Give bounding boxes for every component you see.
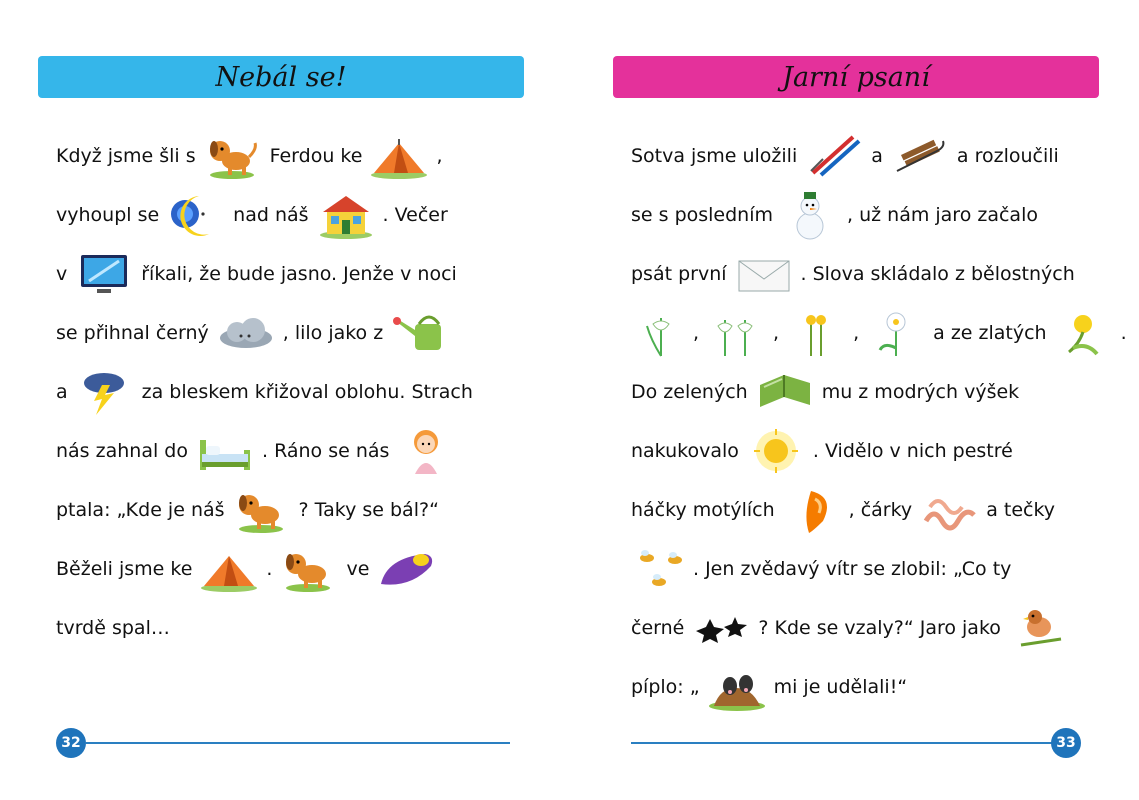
tent-icon (198, 544, 260, 594)
text-fragment: ptala: „Kde je náš (56, 499, 225, 521)
text-line (631, 539, 1011, 599)
text-fragment: tvrdě spal… (56, 617, 170, 639)
text-line (631, 421, 1013, 481)
footer-divider (86, 742, 510, 744)
text-line (56, 480, 439, 540)
bird-icon (1007, 603, 1069, 653)
text-fragment: a (56, 381, 68, 403)
daisy-icon (865, 308, 927, 358)
text-fragment: za bleskem křižoval oblohu. Strach (141, 381, 473, 403)
dog-icon (202, 131, 264, 181)
snowdrop-icon (631, 308, 693, 358)
lightning-icon (74, 367, 136, 417)
text-fragment: . Vidělo v nich pestré (812, 440, 1013, 462)
tv-icon (73, 249, 135, 299)
sleeping-bag-icon (375, 544, 437, 594)
text-line (56, 185, 448, 245)
text-fragment: a rozloučili (956, 145, 1059, 167)
moles-icon (706, 662, 768, 712)
snowman-icon (779, 190, 841, 240)
cloud-icon (215, 308, 277, 358)
text-fragment: v (56, 263, 68, 285)
text-fragment: , (853, 322, 860, 344)
text-fragment: . Jen zvědavý vítr se zlobil: „Co ty (693, 558, 1012, 580)
moon-icon (165, 190, 227, 240)
snowdrop-icon (705, 308, 767, 358)
text-fragment: . (266, 558, 273, 580)
text-line (56, 362, 473, 422)
text-fragment: černé (631, 617, 685, 639)
text-fragment: , lilo jako z (282, 322, 384, 344)
text-line (631, 480, 1055, 540)
text-line (56, 303, 457, 363)
text-fragment: háčky motýlích (631, 499, 775, 521)
worms-icon (918, 485, 980, 535)
text-fragment: a (871, 145, 883, 167)
text-fragment: mu z modrých výšek (821, 381, 1020, 403)
text-fragment: Ferdou ke (269, 145, 363, 167)
text-fragment: , už nám jaro začalo (847, 204, 1038, 226)
text-fragment: píplo: „ (631, 676, 700, 698)
text-line (56, 598, 170, 658)
text-fragment: . Večer (382, 204, 448, 226)
text-line (56, 421, 463, 481)
text-fragment: se s posledním (631, 204, 774, 226)
footer-divider (631, 742, 1055, 744)
text-fragment: , čárky (848, 499, 913, 521)
page-number: 33 (1051, 728, 1081, 758)
text-fragment: psát první (631, 263, 727, 285)
sled-icon (889, 131, 951, 181)
text-fragment: , (436, 145, 443, 167)
text-fragment: Když jsme šli s (56, 145, 196, 167)
sun-icon (745, 426, 807, 476)
text-line (631, 244, 1075, 304)
tent-icon (368, 131, 430, 181)
text-fragment: říkali, že bude jasno. Jenže v noci (141, 263, 457, 285)
text-line (631, 126, 1059, 186)
text-line (56, 244, 457, 304)
butterfly-icon (781, 485, 843, 535)
text-fragment: . Slova skládalo z bělostných (800, 263, 1075, 285)
text-fragment: Do zelených (631, 381, 748, 403)
bees-icon (631, 544, 693, 594)
text-fragment: nás zahnal do (56, 440, 188, 462)
text-line (631, 362, 1019, 422)
text-line (631, 303, 1127, 363)
house-icon (315, 190, 377, 240)
text-fragment: nad náš (233, 204, 309, 226)
dog-icon (231, 485, 293, 535)
watering-can-icon (389, 308, 451, 358)
text-line (631, 185, 1038, 245)
left-page-title: Nebál se! (38, 56, 524, 98)
text-fragment: ve (346, 558, 370, 580)
girl-icon (395, 426, 457, 476)
envelope-icon (733, 249, 795, 299)
text-line (56, 126, 442, 186)
text-line (631, 657, 907, 717)
text-fragment: vyhoupl se (56, 204, 160, 226)
text-fragment: se přihnal černý (56, 322, 209, 344)
ink-blots-icon (690, 603, 752, 653)
text-fragment: ? Taky se bál?“ (298, 499, 439, 521)
bed-icon (194, 426, 256, 476)
text-fragment: mi je udělali!“ (773, 676, 908, 698)
text-fragment: , (773, 322, 780, 344)
dandelion-icon (785, 308, 847, 358)
text-line (56, 539, 443, 599)
right-page-title: Jarní psaní (613, 56, 1099, 98)
text-line (631, 598, 1075, 658)
text-fragment: ? Kde se vzaly?“ Jaro jako (758, 617, 1001, 639)
left-page (0, 0, 569, 800)
dandelion-icon (1053, 308, 1115, 358)
text-fragment: . (1120, 322, 1127, 344)
text-fragment: Sotva jsme uložili (631, 145, 798, 167)
book-icon (754, 367, 816, 417)
text-fragment: , (693, 322, 700, 344)
text-fragment: Běželi jsme ke (56, 558, 193, 580)
text-fragment: a ze zlatých (933, 322, 1047, 344)
skis-icon (803, 131, 865, 181)
text-fragment: a tečky (986, 499, 1056, 521)
right-page (569, 0, 1139, 800)
page-number: 32 (56, 728, 86, 758)
text-fragment: . Ráno se nás (261, 440, 390, 462)
dog-icon (278, 544, 340, 594)
text-fragment: nakukovalo (631, 440, 739, 462)
